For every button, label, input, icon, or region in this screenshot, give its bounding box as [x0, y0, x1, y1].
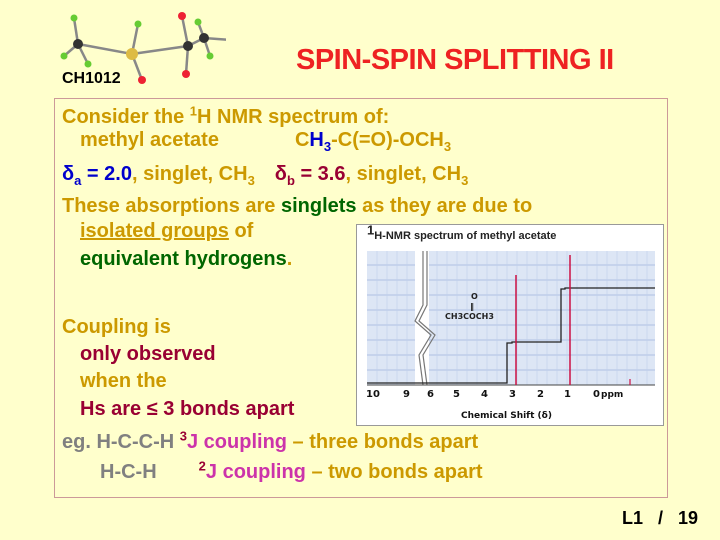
compound-name: methyl acetate [80, 129, 219, 151]
tick-label: 3 [509, 389, 516, 400]
intro-line: Consider the $^1$H NMR spectrum of: [62, 103, 390, 128]
spectrum-title: $^1$H-NMR spectrum of methyl acetate [367, 222, 557, 242]
coupling-line-4: Hs are ≤ 3 bonds apart [80, 398, 295, 420]
slide-title: SPIN-SPIN SPLITTING II [296, 44, 614, 76]
example-three-bond: eg. H-C-C-H $^3$J coupling – three bonds apart [62, 428, 479, 453]
tick-label: 5 [453, 389, 460, 400]
spectrum-plot [357, 222, 663, 425]
example-two-bond: H-C-H $^2$J coupling – two bonds apart [100, 458, 483, 483]
course-code: CH1012 [62, 70, 121, 87]
x-unit: ppm [601, 390, 624, 400]
tick-label: 9 [403, 389, 410, 400]
structure-double-bond: ‖ [470, 302, 474, 311]
coupling-line-1: Coupling is [62, 316, 171, 338]
x-axis-label: Chemical Shift (δ) [461, 411, 552, 421]
structure-formula: CH3COCH3 [445, 312, 494, 321]
tick-label: 4 [481, 389, 488, 400]
compound-line: methyl acetate $CH_3-C(=O)-OCH_3$ [80, 129, 452, 154]
absorption-line: These absorptions are singlets as they are due to [62, 195, 533, 217]
tick-label: 2 [537, 389, 544, 400]
tick-label: 1 [564, 389, 571, 400]
coupling-line-2: only observed [80, 343, 216, 365]
isolated-groups-line: isolated groups of [80, 220, 254, 242]
tick-label: 10 [366, 389, 380, 400]
tick-label: 6 [427, 389, 434, 400]
chemical-shift-line: $\delta_a = 2.0$, singlet, $CH_3$ $\delta_b = 3.6$, singlet, $CH_3$ [62, 163, 469, 188]
coupling-line-3: when the [80, 370, 167, 392]
equivalent-hydrogens-line: equivalent hydrogens. [80, 248, 293, 270]
structure-oxygen: O [471, 292, 478, 301]
tick-label: 0 [593, 389, 600, 400]
page-number: L1 / 19 [622, 508, 699, 528]
nmr-spectrum-figure [356, 224, 664, 426]
